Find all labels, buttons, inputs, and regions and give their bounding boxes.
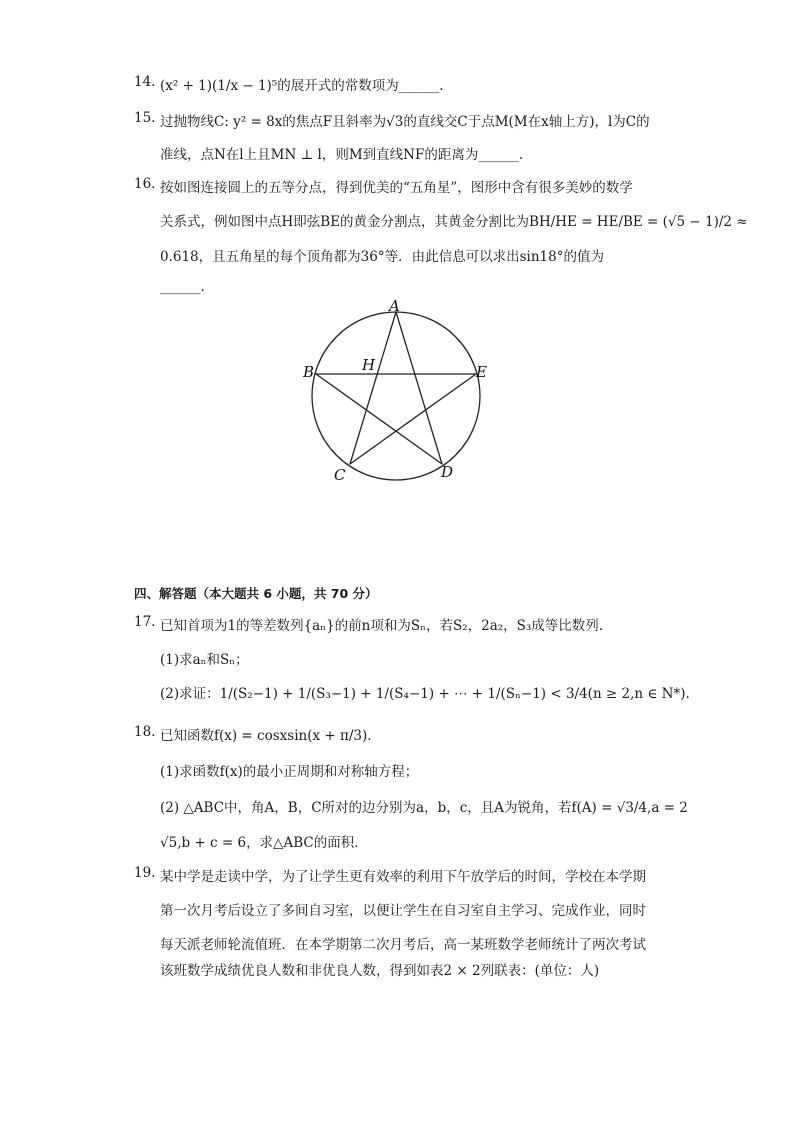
q17-part-2: (2)求证：1/(S₂−1) + 1/(S₃−1) + 1/(S₄−1) + ⋯ + 1/(Sₙ−1) < 3/4(n ≥ 2,n ∈ N*). (160, 686, 690, 702)
q19-line-2: 第一次月考后设立了多间自习室，以便让学生在自习室自主学习、完成作业，同时 (160, 903, 646, 919)
q16-line-1: 按如图连接圆上的五等分点，得到优美的“五角星”，图形中含有很多美妙的数学 (160, 180, 633, 196)
q18-part-2b: √5,b + c = 6，求△ABC的面积． (160, 835, 368, 851)
pentagram-figure (300, 296, 500, 486)
q18-part-2a: (2) △ABC中，角A，B，C所对的边分别为a，b，c，且A为锐角，若f(A) = √3/4,a = 2 (160, 800, 688, 816)
q19-line-1: 某中学是走读中学，为了让学生更有效率的利用下午放学后的时间，学校在本学期 (160, 869, 646, 885)
q17-part-1: (1)求aₙ和Sₙ； (160, 652, 249, 668)
label-B: B (303, 363, 315, 381)
label-D: D (441, 463, 454, 481)
circumscribed-circle (312, 312, 480, 480)
q15-line-1: 过抛物线C: y² = 8x的焦点F且斜率为√3的直线交C于点M(M在x轴上方)，l为C的 (160, 114, 650, 130)
q18-line-1: 已知函数f(x) = cosxsin(x + π/3). (160, 728, 372, 744)
q19-number: 19. (134, 865, 156, 881)
q14-number: 14. (134, 74, 156, 90)
q16-line-4: ______. (160, 279, 205, 295)
label-C: C (334, 466, 346, 484)
q14-text: (x² + 1)(1/x − 1)⁵的展开式的常数项为______. (160, 78, 444, 94)
q15-number: 15. (134, 110, 156, 126)
q19-line-3: 每天派老师轮流值班．在本学期第二次月考后，高一某班数学老师统计了两次考试 (160, 937, 646, 953)
star-lines (316, 312, 476, 464)
q17-number: 17. (134, 614, 156, 630)
q16-number: 16. (134, 176, 156, 192)
q15-line-2: 准线，点N在l上且MN ⊥ l，则M到直线NF的距离为______. (160, 147, 524, 163)
q16-line-2: 关系式，例如图中点H即弦BE的黄金分割点，其黄金分割比为BH/HE = HE/BE = (√5 − 1)/2 ≈ (160, 214, 748, 230)
q16-line-3: 0.618，且五角星的每个顶角都为36°等．由此信息可以求出sin18°的值为 (160, 249, 604, 265)
label-H: H (362, 356, 376, 374)
q18-part-1: (1)求函数f(x)的最小正周期和对称轴方程； (160, 764, 419, 780)
section-heading: 四、解答题（本大题共 6 小题，共 70 分） (134, 586, 378, 601)
label-A: A (389, 297, 400, 315)
q19-line-4: 该班数学成绩优良人数和非优良人数，得到如表2 × 2列联表：(单位：人) (160, 963, 600, 979)
label-E: E (476, 363, 487, 381)
q17-line-1: 已知首项为1的等差数列{aₙ}的前n项和为Sₙ，若S₂，2a₂，S₃成等比数列． (160, 618, 613, 634)
q18-number: 18. (134, 724, 156, 740)
